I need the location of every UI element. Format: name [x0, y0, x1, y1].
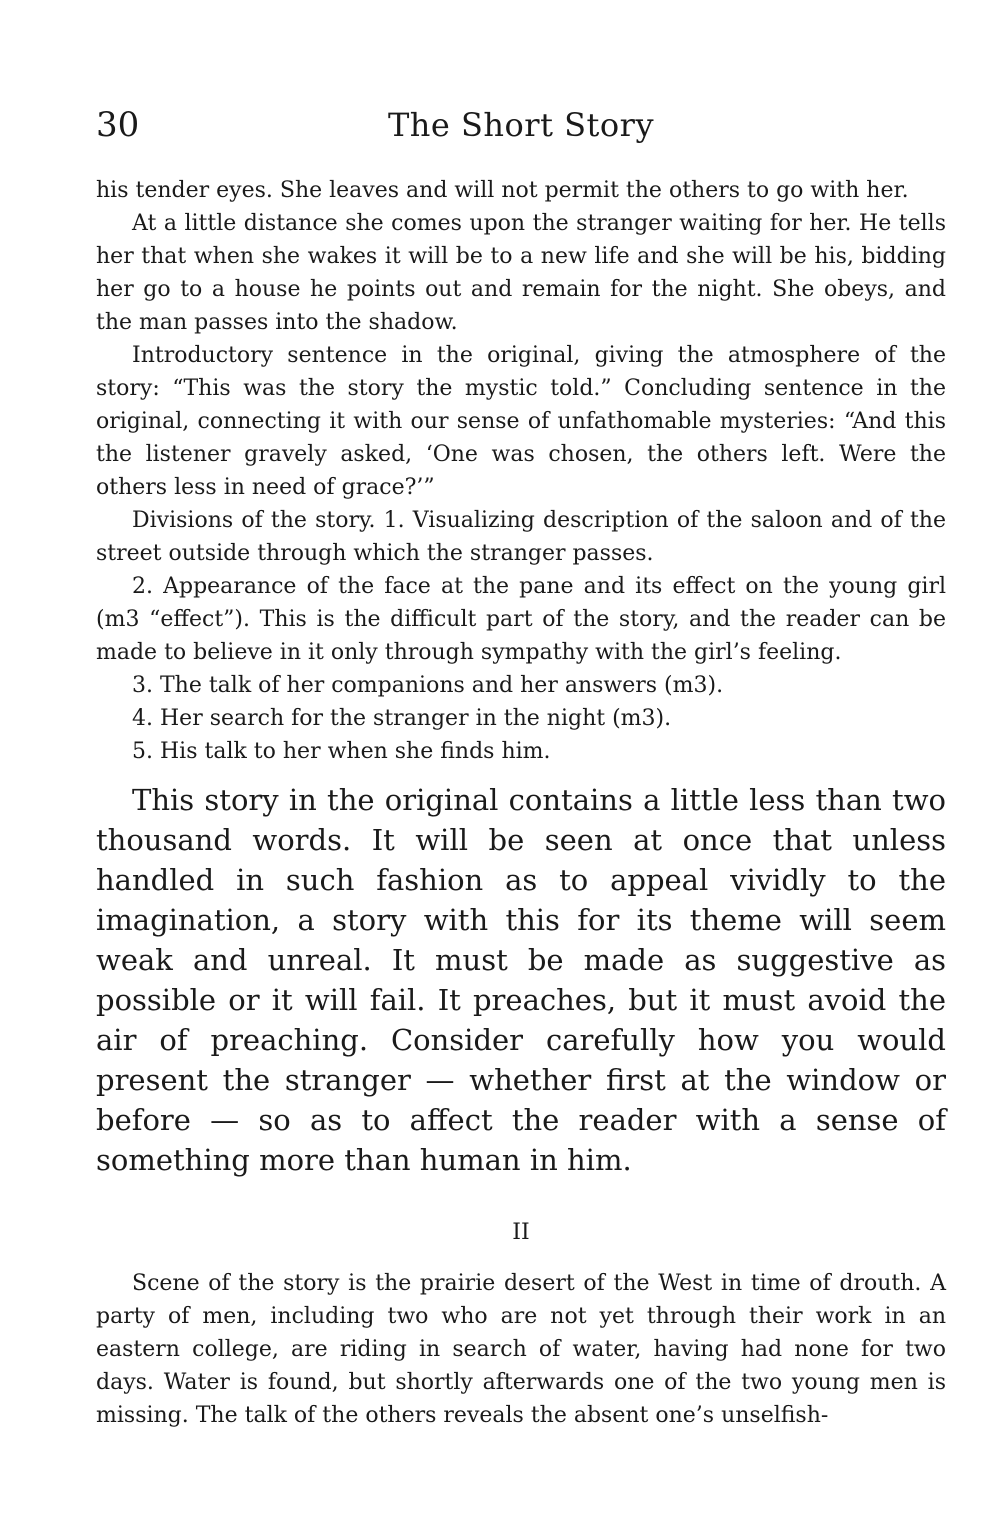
outline-division-5: 5. His talk to her when she finds him.	[132, 739, 551, 764]
book-page	[96, 100, 946, 1432]
section-two-paragraph: Scene of the story is the prairie desert of the West in time of drouth. A party of men, including two who are not yet through their work in an eastern college, are riding in search of water, having had none for two days. Water is found, but shortly afterwards one of the two young men is missing. The talk of the others reveals the absent one’s unselfish-	[96, 1271, 946, 1428]
story-outline-section	[96, 174, 946, 768]
section-numeral: II	[512, 1220, 530, 1245]
running-title: The Short Story	[387, 106, 655, 144]
page-number: 30	[96, 105, 140, 145]
outline-division-4: 4. Her search for the stranger in the night (m3).	[132, 706, 672, 731]
outline-division-3: 3. The talk of her companions and her answers (m3).	[132, 673, 724, 698]
outline-paragraph-stranger: At a little distance she comes upon the stranger waiting for her. He tells her that when she wakes it will be to a new life and she will be his, bidding her go to a house he points out and remain for the night. She obeys, and the man passes into the shadow.	[96, 211, 946, 335]
outline-paragraph-divisions: Divisions of the story. 1. Visualizing description of the saloon and of the street outside through which the stranger passes.	[96, 508, 946, 566]
running-head	[96, 100, 946, 150]
outline-division-2: 2. Appearance of the face at the pane and its effect on the young girl (m3 “effect”). This is the difficult part of the story, and the reader can be made to believe in it only through sympathy with the girl’s feeling.	[96, 574, 946, 665]
outline-paragraph-introductory: Introductory sentence in the original, giving the atmosphere of the story: “This was the story the mystic told.” Concluding sentence in the original, connecting it with our sense of unfathomable mysteries: “And this the listener gravely asked, ‘One was chosen, the others left. Were the others less in need of grace?’”	[96, 343, 946, 500]
outline-paragraph-continuation: his tender eyes. She leaves and will not permit the others to go with her.	[96, 178, 909, 203]
commentary-paragraph: This story in the original contains a little less than two thousand words. It will be seen at once that unless handled in such fashion as to appeal vividly to the imagination, a story with this for its theme will seem weak and unreal. It must be made as suggestive as possible or it will fail. It preaches, but it must avoid the air of preaching. Consider carefully how you would present the stranger — whether first at the window or before — so as to affect the reader with a sense of something more than human in him.	[96, 783, 946, 1177]
